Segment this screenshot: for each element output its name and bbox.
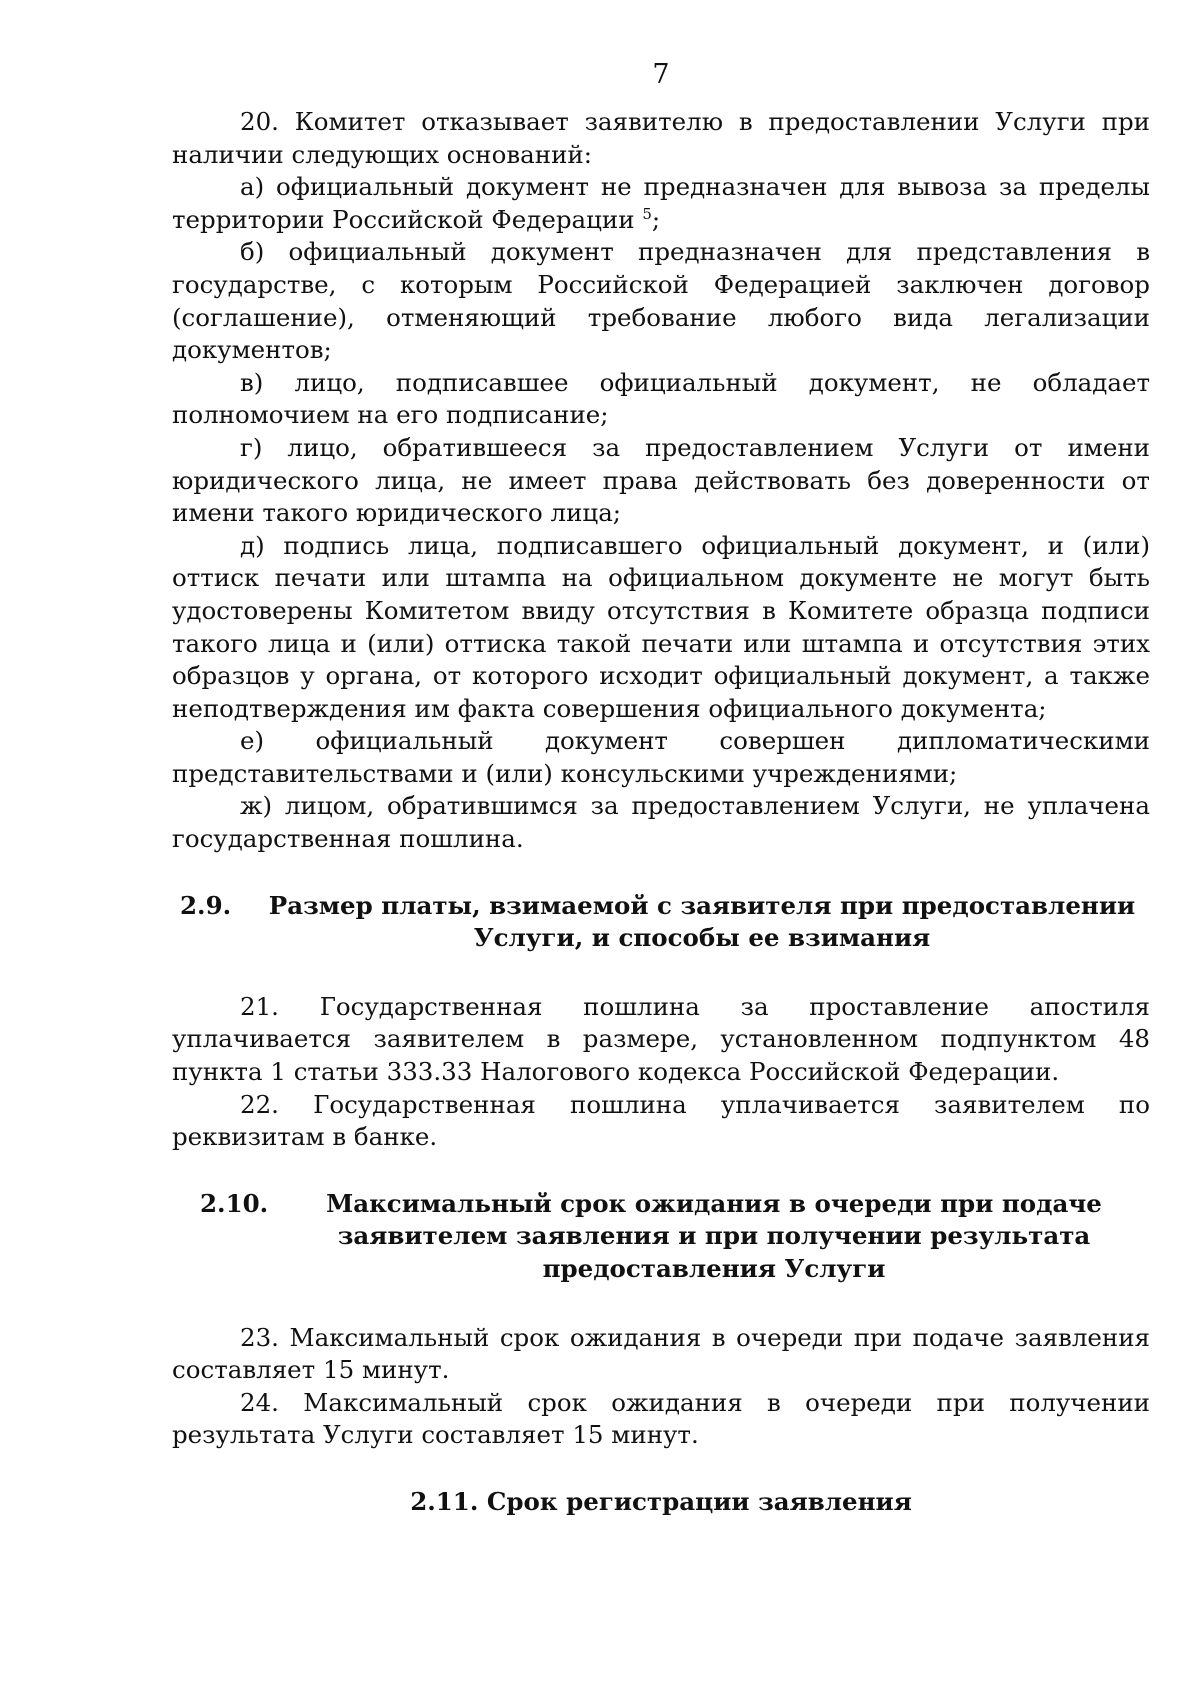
paragraph-20-item-g: г) лицо, обратившееся за предоставлением Услуги от имени юридического лица, не имеет права действовать без доверенности от имени такого юридического лица; [172, 432, 1150, 528]
item-a-text: а) официальный документ не предназначен для вывоза за пределы территории Российской Федерации [172, 172, 1150, 234]
paragraph-20-item-zh: ж) лицом, обратившимся за предоставлением Услуги, не уплачена государственная пошлина. [172, 791, 1150, 854]
paragraph-20-item-b: б) официальный документ предназначен для представления в государстве, с которым Российской Федерацией заключен договор (соглашение), отменяющий требование любого вида легализации документов; [172, 237, 1150, 365]
paragraph-22: 22. Государственная пошлина уплачивается заявителем по реквизитам в банке. [172, 1089, 1150, 1152]
heading-text: Размер платы, взимаемой с заявителя при предоставлении Услуги, и способы ее взимания [268, 890, 1136, 953]
paragraph-20-item-v: в) лицо, подписавшее официальный документ, не обладает полномочием на его подписание; [172, 367, 1150, 430]
item-a-end: ; [651, 204, 661, 234]
section-heading-2-10 [172, 1188, 1150, 1286]
heading-number: 2.10. [200, 1188, 269, 1218]
paragraph-23: 23. Максимальный срок ожидания в очереди при подаче заявления составляет 15 минут. [172, 1322, 1150, 1385]
footnote-marker: 5 [642, 204, 652, 223]
paragraph-21: 21. Государственная пошлина за проставление апостиля уплачивается заявителем в размере, установленном подпунктом 48 пункта 1 статьи 333.33 Налогового кодекса Российской Федерации. [172, 991, 1150, 1087]
paragraph-20-item-e: е) официальный документ совершен дипломатическими представительствами и (или) консульскими учреждениями; [172, 726, 1150, 788]
section-heading-2-9 [172, 890, 1150, 955]
page-number: 7 [652, 59, 670, 90]
paragraph-20-item-d: д) подпись лица, подписавшего официальный документ, и (или) оттиск печати или штампа на официальном документе не могут быть удостоверены Комитетом ввиду отсутствия в Комитете образца подписи такого лица и (или) оттиска такой печати или штампа и отсутствия этих образцов у органа, от которого исходит официальный документ, а также неподтверждения им факта совершения официального документа; [172, 530, 1150, 723]
heading-text: Максимальный срок ожидания в очереди при подаче заявителем заявления и при получении результата предоставления Услуги [326, 1188, 1102, 1283]
document-page [172, 60, 1150, 1519]
paragraph-20-intro: 20. Комитет отказывает заявителю в предоставлении Услуги при наличии следующих оснований: [172, 107, 1150, 169]
heading-number: 2.9. [180, 890, 232, 920]
section-heading-2-11: 2.11. Срок регистрации заявления [410, 1486, 912, 1516]
paragraph-24: 24. Максимальный срок ожидания в очереди при получении результата Услуги составляет 15 минут. [172, 1387, 1150, 1450]
paragraph-20-item-a [172, 171, 1150, 236]
